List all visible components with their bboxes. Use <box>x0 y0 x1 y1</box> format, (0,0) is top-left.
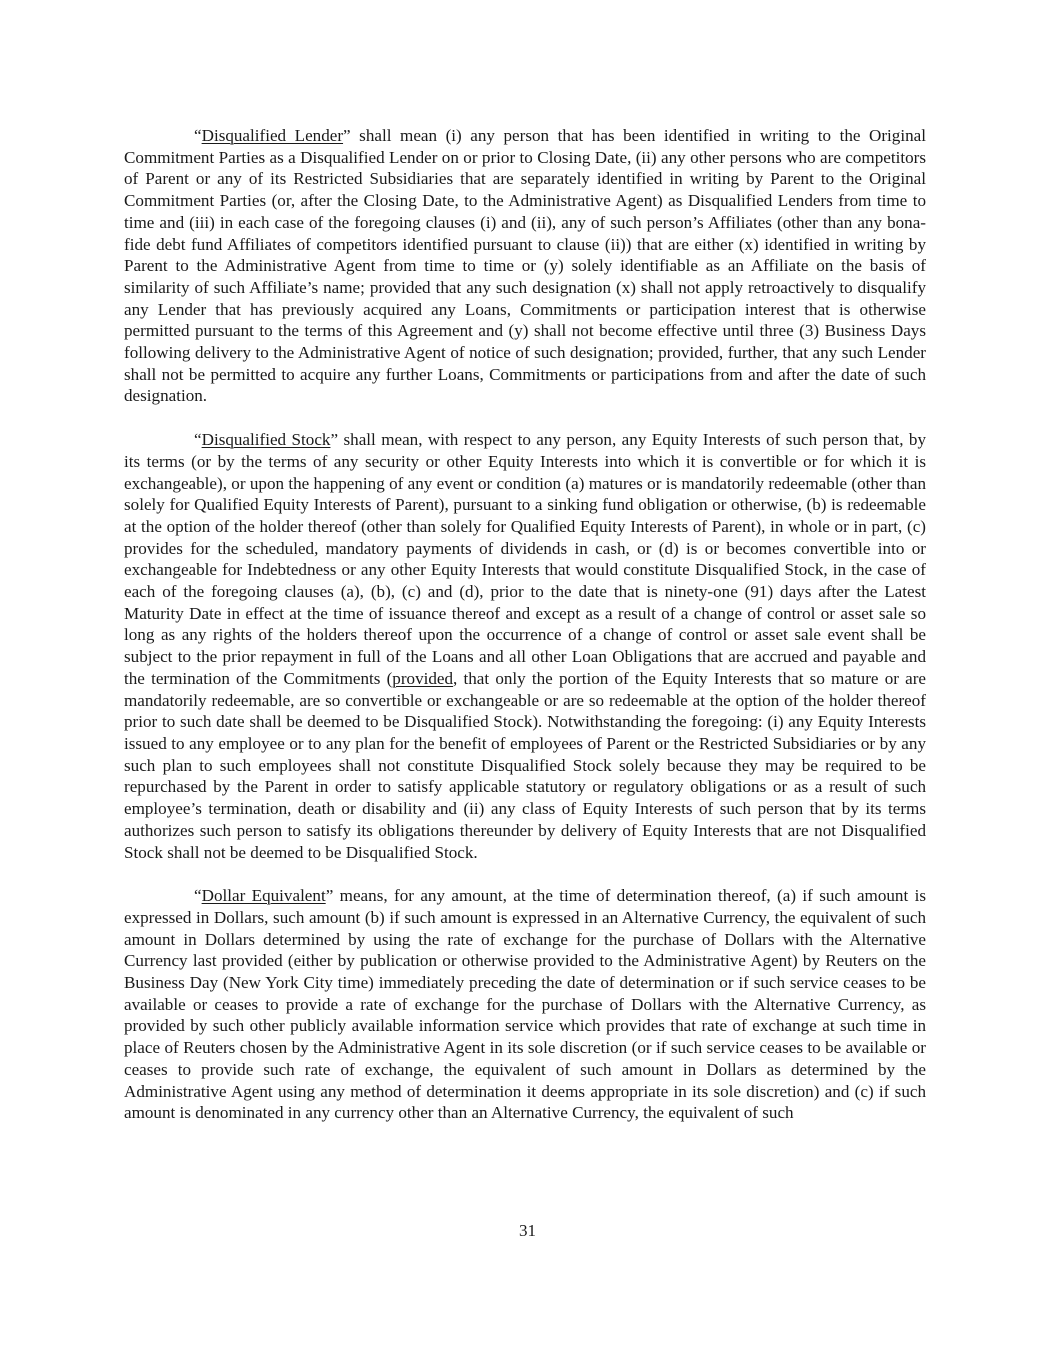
open-quote: “ <box>194 430 202 450</box>
defined-term-disqualified-stock: Disqualified Stock <box>201 430 331 450</box>
defined-term-disqualified-lender: Disqualified Lender <box>201 126 344 145</box>
definition-text-part-1: shall mean, with respect to any person, any Equity Interests of such person that, by its terms (or by the terms of any security or other Equity Interests into which it is convertible or for which it is exchangeable), or upon the happening of any event or condition (a) matures or is mandatorily redeemable (other than solely for Qualified Equity Interests of Parent), pursuant to a sinking fund obligation or otherwise, (b) is redeemable at the option of the holder thereof (other than solely for Qualified Equity Interests of Parent), in whole or in part, (c) provides for the scheduled, mandatory payments of dividends in cash, or (d) is or becomes convertible into or exchangeable for Indebtedness or any other Equity Interests that would constitute Disqualified Stock, in the case of each of the foregoing clauses (a), (b), (c) and (d), prior to the date that is ninety-one (91) days after the Latest Maturity Date in effect at the time of issuance thereof and except as a result of a change of control or asset sale so long as any rights of the holders thereof upon the occurrence of a change of control or asset sale event shall be subject to the prior repayment in full of the Loans and all other Loan Obligations that are accrued and payable and the termination of the Commitments ( <box>124 430 926 688</box>
definition-dollar-equivalent <box>124 885 926 1124</box>
definition-text: shall mean (i) any person that has been identified in writing to the Original Commitment Parties as a Disqualified Lender on or prior to Closing Date, (ii) any other persons who are competitors of Parent or any of its Restricted Subsidiaries that are separately identified in writing by Parent to the Original Commitment Parties (or, after the Closing Date, to the Administrative Agent) as Disqualified Lenders from time to time and (iii) in each case of the foregoing clauses (i) and (ii), any of such person’s Affiliates (other than any bona-fide debt fund Affiliates of competitors identified pursuant to clause (ii)) that are either (x) identified in writing by Parent to the Administrative Agent from time to time or (y) solely identifiable as an Affiliate on the basis of similarity of such Affiliate’s name; provided that any such designation (x) shall not apply retroactively to disqualify any Lender that has previously acquired any Loans, Commitments or participation interest that is otherwise permitted pursuant to the terms of this Agreement and (y) shall not become effective until three (3) Business Days following delivery to the Administrative Agent of notice of such designation; provided, further, that any such Lender shall not be permitted to acquire any further Loans, Commitments or participations from and after the date of such designation. <box>124 126 926 406</box>
defined-term-dollar-equivalent: Dollar Equivalent <box>201 886 326 906</box>
close-quote: ” <box>343 126 351 145</box>
close-quote: ” <box>330 430 339 450</box>
proviso-term: provided <box>392 668 454 688</box>
close-quote: ” <box>325 886 334 906</box>
page-number: 31 <box>518 1221 537 1240</box>
definition-text: means, for any amount, at the time of determination thereof, (a) if such amount is expressed in Dollars, such amount (b) if such amount is expressed in an Alternative Currency, the equivalent of such amount in Dollars determined by using the rate of exchange for the purchase of Dollars with the Alternative Currency last provided (either by publication or otherwise provided to the Administrative Agent) by Reuters on the Business Day (New York City time) immediately preceding the date of determination or if such service ceases to be available or ceases to provide a rate of exchange for the purchase of Dollars with the Alternative Currency, as provided by such other publicly available information service which provides that rate of exchange at such time in place of Reuters chosen by the Administrative Agent in its sole discretion (or if such service ceases to be available or ceases to provide such rate of exchange, the equivalent of such amount in Dollars as determined by the Administrative Agent using any method of determination it deems appropriate in its sole discretion) and (c) if such amount is denominated in any currency other than an Alternative Currency, the equivalent of such <box>124 886 926 1123</box>
definition-disqualified-lender <box>124 125 926 407</box>
open-quote: “ <box>194 126 202 145</box>
open-quote: “ <box>194 886 202 906</box>
definition-text-part-2: , that only the portion of the Equity Interests that so mature or are mandatorily redeemable, are so convertible or exchangeable or are so redeemable at the option of the holder thereof prior to such date shall be deemed to be Disqualified Stock). Notwithstanding the foregoing: (i) any Equity Interests issued to any employee or to any plan for the benefit of employees of Parent or the Restricted Subsidiaries or by any such plan to such employees shall not constitute Disqualified Stock solely because they may be required to be repurchased by the Parent in order to satisfy applicable statutory or regulatory obligations or as a result of such employee’s termination, death or disability and (ii) any class of Equity Interests of such person that by its terms authorizes such person to satisfy its obligations thereunder by delivery of Equity Interests that are not Disqualified Stock shall not be deemed to be Disqualified Stock. <box>124 668 926 862</box>
page-body <box>124 125 926 1146</box>
definition-disqualified-stock <box>124 429 926 863</box>
